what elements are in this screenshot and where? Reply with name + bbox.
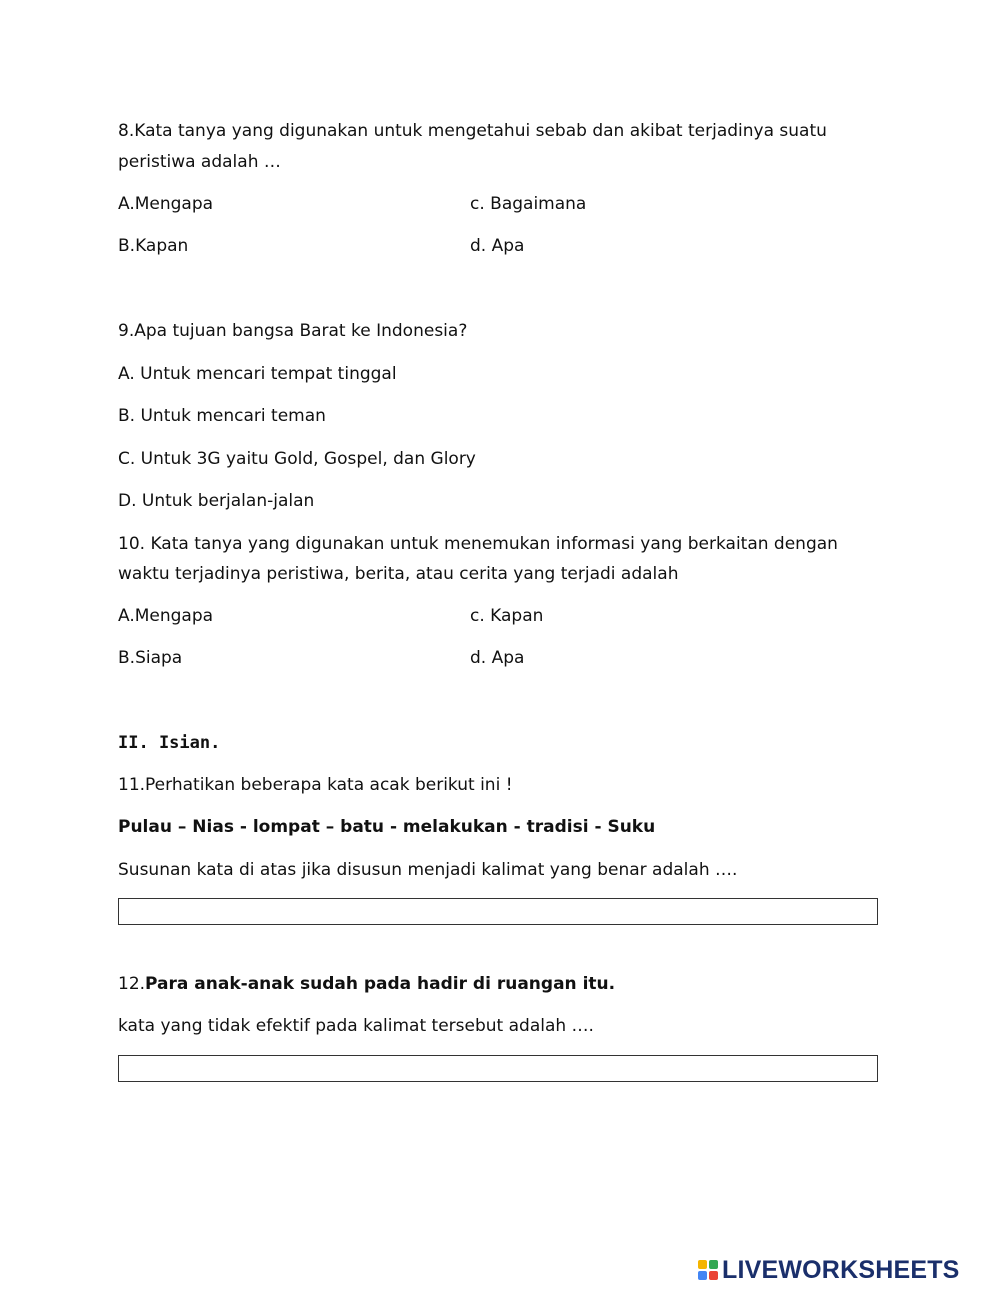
logo-square-icon: [698, 1271, 707, 1280]
q10-option-b: B.Siapa: [118, 648, 183, 668]
q9-option-c: C. Untuk 3G yaitu Gold, Gospel, dan Glory: [118, 449, 476, 469]
logo-square-icon: [698, 1260, 707, 1269]
q9-option-b: B. Untuk mencari teman: [118, 406, 326, 426]
q8-text-line1: 8.Kata tanya yang digunakan untuk mengetahui sebab dan akibat terjadinya suatu: [118, 121, 827, 141]
q12-instruction: kata yang tidak efektif pada kalimat tersebut adalah ….: [118, 1016, 594, 1036]
q11-text: 11.Perhatikan beberapa kata acak berikut ini !: [118, 775, 513, 795]
logo-square-icon: [709, 1260, 718, 1269]
q8-option-d: d. Apa: [470, 236, 525, 256]
q11-instruction: Susunan kata di atas jika disusun menjadi kalimat yang benar adalah ….: [118, 860, 738, 880]
q10-option-c: c. Kapan: [470, 606, 544, 626]
q10-option-a: A.Mengapa: [118, 606, 214, 626]
q11-answer-input[interactable]: [118, 898, 878, 925]
liveworksheets-brand: [698, 1255, 960, 1285]
liveworksheets-logo-icon: [698, 1260, 718, 1280]
q9-option-a: A. Untuk mencari tempat tinggal: [118, 364, 397, 384]
q9-text: 9.Apa tujuan bangsa Barat ke Indonesia?: [118, 321, 468, 341]
q10-text-line1: 10. Kata tanya yang digunakan untuk menemukan informasi yang berkaitan dengan: [118, 534, 838, 554]
q8-option-b: B.Kapan: [118, 236, 189, 256]
q12-number: 12.: [118, 974, 146, 994]
brand-name: LIVEWORKSHEETS: [722, 1255, 960, 1284]
q8-option-a: A.Mengapa: [118, 194, 214, 214]
q10-text-line2: waktu terjadinya peristiwa, berita, atau cerita yang terjadi adalah: [118, 564, 679, 584]
q10-option-d: d. Apa: [470, 648, 525, 668]
q12-sentence: Para anak-anak sudah pada hadir di ruangan itu.: [145, 974, 616, 994]
logo-square-icon: [709, 1271, 718, 1280]
q8-text-line2: peristiwa adalah …: [118, 152, 281, 172]
section-title-isian: II. Isian.: [118, 733, 221, 753]
q8-option-c: c. Bagaimana: [470, 194, 587, 214]
q9-option-d: D. Untuk berjalan-jalan: [118, 491, 315, 511]
q11-word-list: Pulau – Nias - lompat – batu - melakukan - tradisi - Suku: [118, 817, 656, 837]
q12-text: [118, 973, 615, 995]
q12-answer-input[interactable]: [118, 1055, 878, 1082]
